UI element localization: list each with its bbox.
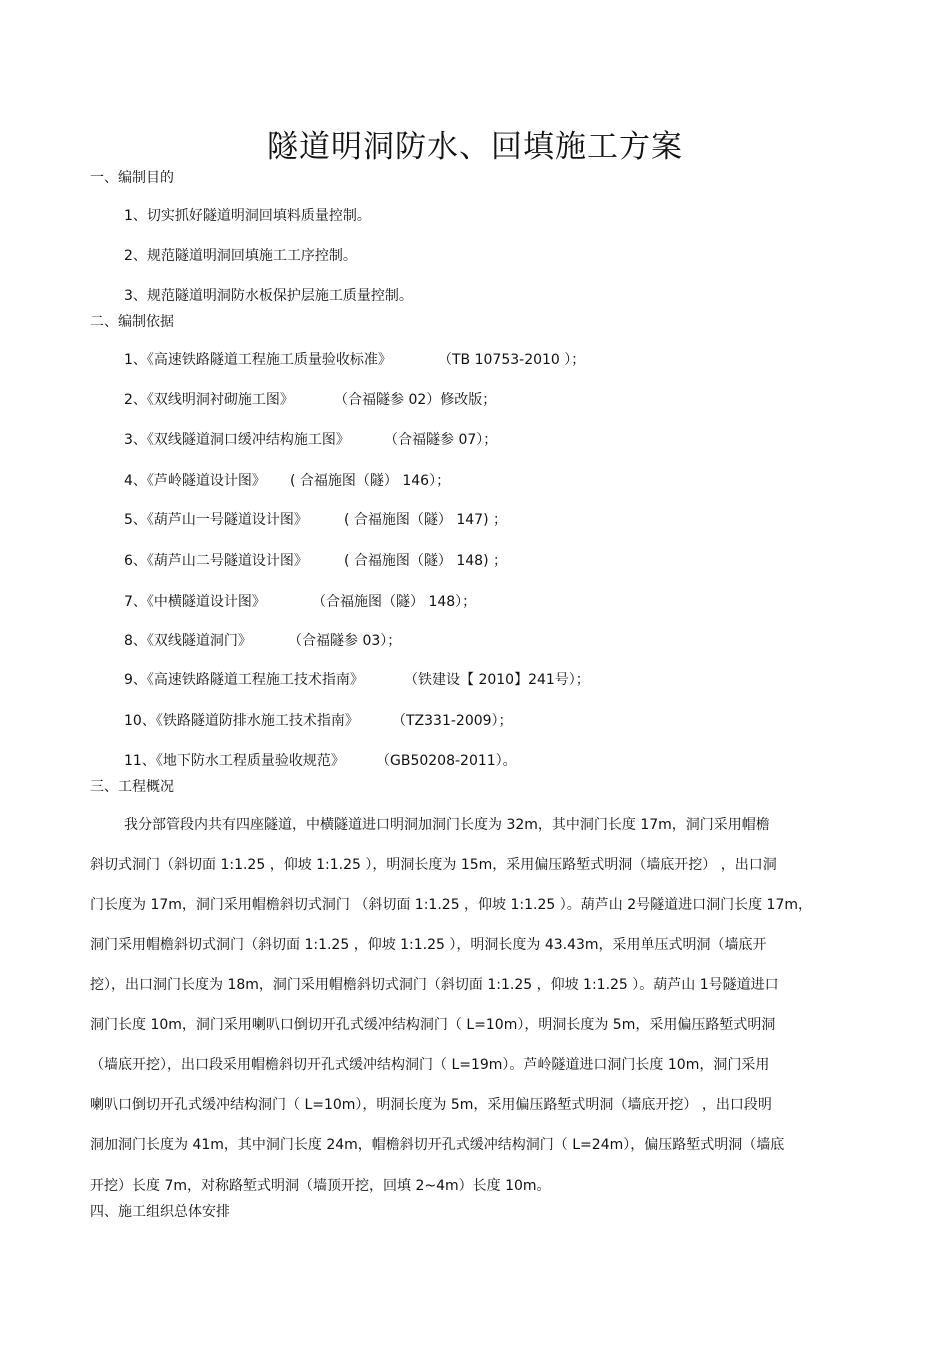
reference-title: 1、《高速铁路隧道工程施工质量验收标准》	[124, 352, 392, 368]
overview-paragraph-line: （墙底开挖），出口段采用帽檐斜切开孔式缓冲结构洞门（ L=19m）。芦岭隧道进口洞门长度 10m，洞门采用	[90, 1057, 770, 1073]
reference-title: 10、《铁路隧道防排水施工技术指南》	[124, 713, 359, 729]
reference-item	[124, 632, 401, 650]
reference-title: 4、《芦岭隧道设计图》	[124, 473, 266, 489]
reference-source: （铁建设【 2010】241号）；	[404, 672, 590, 688]
overview-paragraph-line: 挖），出口洞门长度为 18m，洞门采用帽檐斜切式洞门（斜切面 1:1.25 ，仰坡 1:1.25 ）。葫芦山 1号隧道进口	[90, 977, 779, 993]
reference-source: （TZ331-2009）；	[392, 713, 513, 729]
reference-source: ( 合福施图（隧） 148) ；	[344, 553, 507, 569]
section-heading-organization: 四、施工组织总体安排	[90, 1204, 230, 1220]
reference-item	[124, 351, 585, 369]
overview-paragraph-line: 开挖）长度 7m，对称路堑式明洞（墙顶开挖，回填 2~4m）长度 10m。	[90, 1178, 551, 1194]
reference-title: 2、《双线明洞衬砌施工图》	[124, 392, 294, 408]
reference-item	[124, 671, 590, 689]
reference-source: ( 合福施图（隧） 146）；	[290, 473, 451, 489]
purpose-item: 3、规范隧道明洞防水板保护层施工质量控制。	[124, 288, 413, 304]
overview-paragraph-line: 门长度为 17m，洞门采用帽檐斜切式洞门 （斜切面 1:1.25 ，仰坡 1:1.25 ）。葫芦山 2号隧道进口洞门长度 17m，	[90, 897, 813, 913]
reference-title: 5、《葫芦山一号隧道设计图》	[124, 512, 308, 528]
overview-paragraph-line: 我分部管段内共有四座隧道，中横隧道进口明洞加洞门长度为 32m，其中洞门长度 17m，洞门采用帽檐	[124, 817, 770, 833]
purpose-item: 1、切实抓好隧道明洞回填料质量控制。	[124, 208, 371, 224]
reference-item	[124, 552, 507, 570]
reference-item	[124, 752, 517, 770]
overview-paragraph-line: 喇叭口倒切开孔式缓冲结构洞门（ L=10m），明洞长度为 5m，采用偏压路堑式明洞（墙底开挖） ，出口段明	[90, 1097, 772, 1113]
reference-source: （TB 10753-2010 ）；	[438, 352, 586, 368]
reference-title: 3、《双线隧道洞口缓冲结构施工图》	[124, 432, 350, 448]
reference-source: （合福隧参 02）修改版；	[334, 392, 497, 408]
reference-item	[124, 391, 496, 409]
document-title: 隧道明洞防水、回填施工方案	[267, 129, 683, 165]
reference-item	[124, 472, 450, 490]
reference-title: 6、《葫芦山二号隧道设计图》	[124, 553, 308, 569]
reference-source: （合福隧参 07）；	[384, 432, 498, 448]
overview-paragraph-line: 洞门长度 10m，洞门采用喇叭口倒切开孔式缓冲结构洞门（ L=10m），明洞长度为 5m，采用偏压路堑式明洞	[90, 1017, 776, 1033]
reference-source: （GB50208-2011）。	[376, 753, 517, 769]
reference-item	[124, 431, 497, 449]
reference-item	[124, 593, 476, 611]
reference-source: ( 合福施图（隧） 147) ；	[344, 512, 507, 528]
section-heading-purpose: 一、编制目的	[90, 170, 174, 186]
purpose-item: 2、规范隧道明洞回填施工工序控制。	[124, 248, 357, 264]
reference-title: 11、《地下防水工程质量验收规范》	[124, 753, 345, 769]
reference-source: （合福施图（隧） 148）；	[312, 594, 477, 610]
overview-paragraph-line: 洞门采用帽檐斜切式洞门（斜切面 1:1.25 ，仰坡 1:1.25 ），明洞长度为 43.43m，采用单压式明洞（墙底开	[90, 937, 767, 953]
overview-paragraph-line: 斜切式洞门（斜切面 1:1.25 ，仰坡 1:1.25 ），明洞长度为 15m，采用偏压路堑式明洞（墙底开挖） ，出口洞	[90, 857, 777, 873]
overview-paragraph-line: 洞加洞门长度为 41m，其中洞门长度 24m，帽檐斜切开孔式缓冲结构洞门（ L=24m），偏压路堑式明洞（墙底	[90, 1137, 785, 1153]
reference-title: 8、《双线隧道洞门》	[124, 633, 252, 649]
section-heading-basis: 二、编制依据	[90, 314, 174, 330]
reference-title: 9、《高速铁路隧道工程施工技术指南》	[124, 672, 364, 688]
reference-title: 7、《中横隧道设计图》	[124, 594, 266, 610]
section-heading-overview: 三、工程概况	[90, 779, 174, 795]
reference-item	[124, 511, 507, 529]
reference-source: （合福隧参 03）；	[288, 633, 402, 649]
reference-item	[124, 712, 513, 730]
